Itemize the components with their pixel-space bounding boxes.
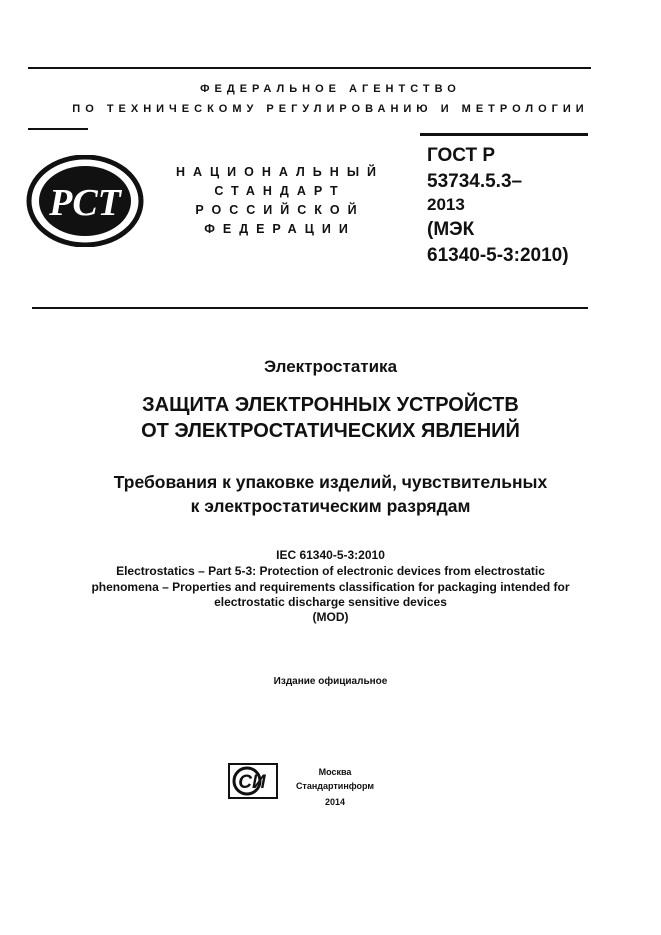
- agency-line-2: ПО ТЕХНИЧЕСКОМУ РЕГУЛИРОВАНИЮ И МЕТРОЛОГИИ: [72, 103, 589, 115]
- publisher-name: Стандартинформ: [295, 781, 375, 791]
- header-bottom-rule-left: [28, 128, 88, 130]
- rst-emblem-icon: [26, 155, 144, 247]
- svg-text:СИ: СИ: [238, 772, 266, 793]
- standartinform-logo-icon: [228, 763, 278, 799]
- english-title-line-3: electrostatic discharge sensitive devices: [214, 595, 447, 609]
- header-divider-rule: [32, 307, 588, 309]
- national-standard-line-2: СТАНДАРТ: [214, 184, 346, 198]
- subtitle-line-1: Требования к упаковке изделий, чувствительных: [113, 472, 548, 492]
- topic-title: Электростатика: [263, 357, 398, 376]
- designation-line-4: (МЭК: [427, 219, 475, 240]
- designation-line-2: 53734.5.3–: [427, 171, 523, 192]
- main-title-line-2: ОТ ЭЛЕКТРОСТАТИЧЕСКИХ ЯВЛЕНИЙ: [141, 420, 520, 442]
- designation-line-1: ГОСТ Р: [427, 145, 496, 166]
- header-bottom-rule-right: [420, 133, 588, 136]
- svg-text:РСТ: РСТ: [49, 182, 121, 224]
- national-standard-line-1: НАЦИОНАЛЬНЫЙ: [175, 165, 385, 179]
- modification-mark: (MOD): [312, 610, 349, 624]
- national-standard-line-3: РОССИЙСКОЙ: [195, 203, 365, 217]
- english-title-line-1: Electrostatics – Part 5-3: Protection of electronic devices from electrostatic: [116, 564, 545, 578]
- top-rule: [28, 67, 591, 69]
- edition-label: Издание официальное: [273, 676, 388, 687]
- publisher-year: 2014: [324, 797, 346, 807]
- agency-line-1: ФЕДЕРАЛЬНОЕ АГЕНТСТВО: [200, 83, 461, 95]
- designation-line-5: 61340-5-3:2010): [427, 245, 569, 266]
- iec-reference: IEC 61340-5-3:2010: [276, 548, 385, 562]
- designation-line-3: 2013: [427, 195, 465, 214]
- main-title-line-1: ЗАЩИТА ЭЛЕКТРОННЫХ УСТРОЙСТВ: [142, 394, 519, 416]
- subtitle-line-2: к электростатическим разрядам: [190, 496, 471, 516]
- publisher-city: Москва: [318, 767, 352, 777]
- english-title-line-2: phenomena – Properties and requirements classification for packaging intended for: [91, 580, 570, 594]
- national-standard-line-4: ФЕДЕРАЦИИ: [204, 222, 356, 236]
